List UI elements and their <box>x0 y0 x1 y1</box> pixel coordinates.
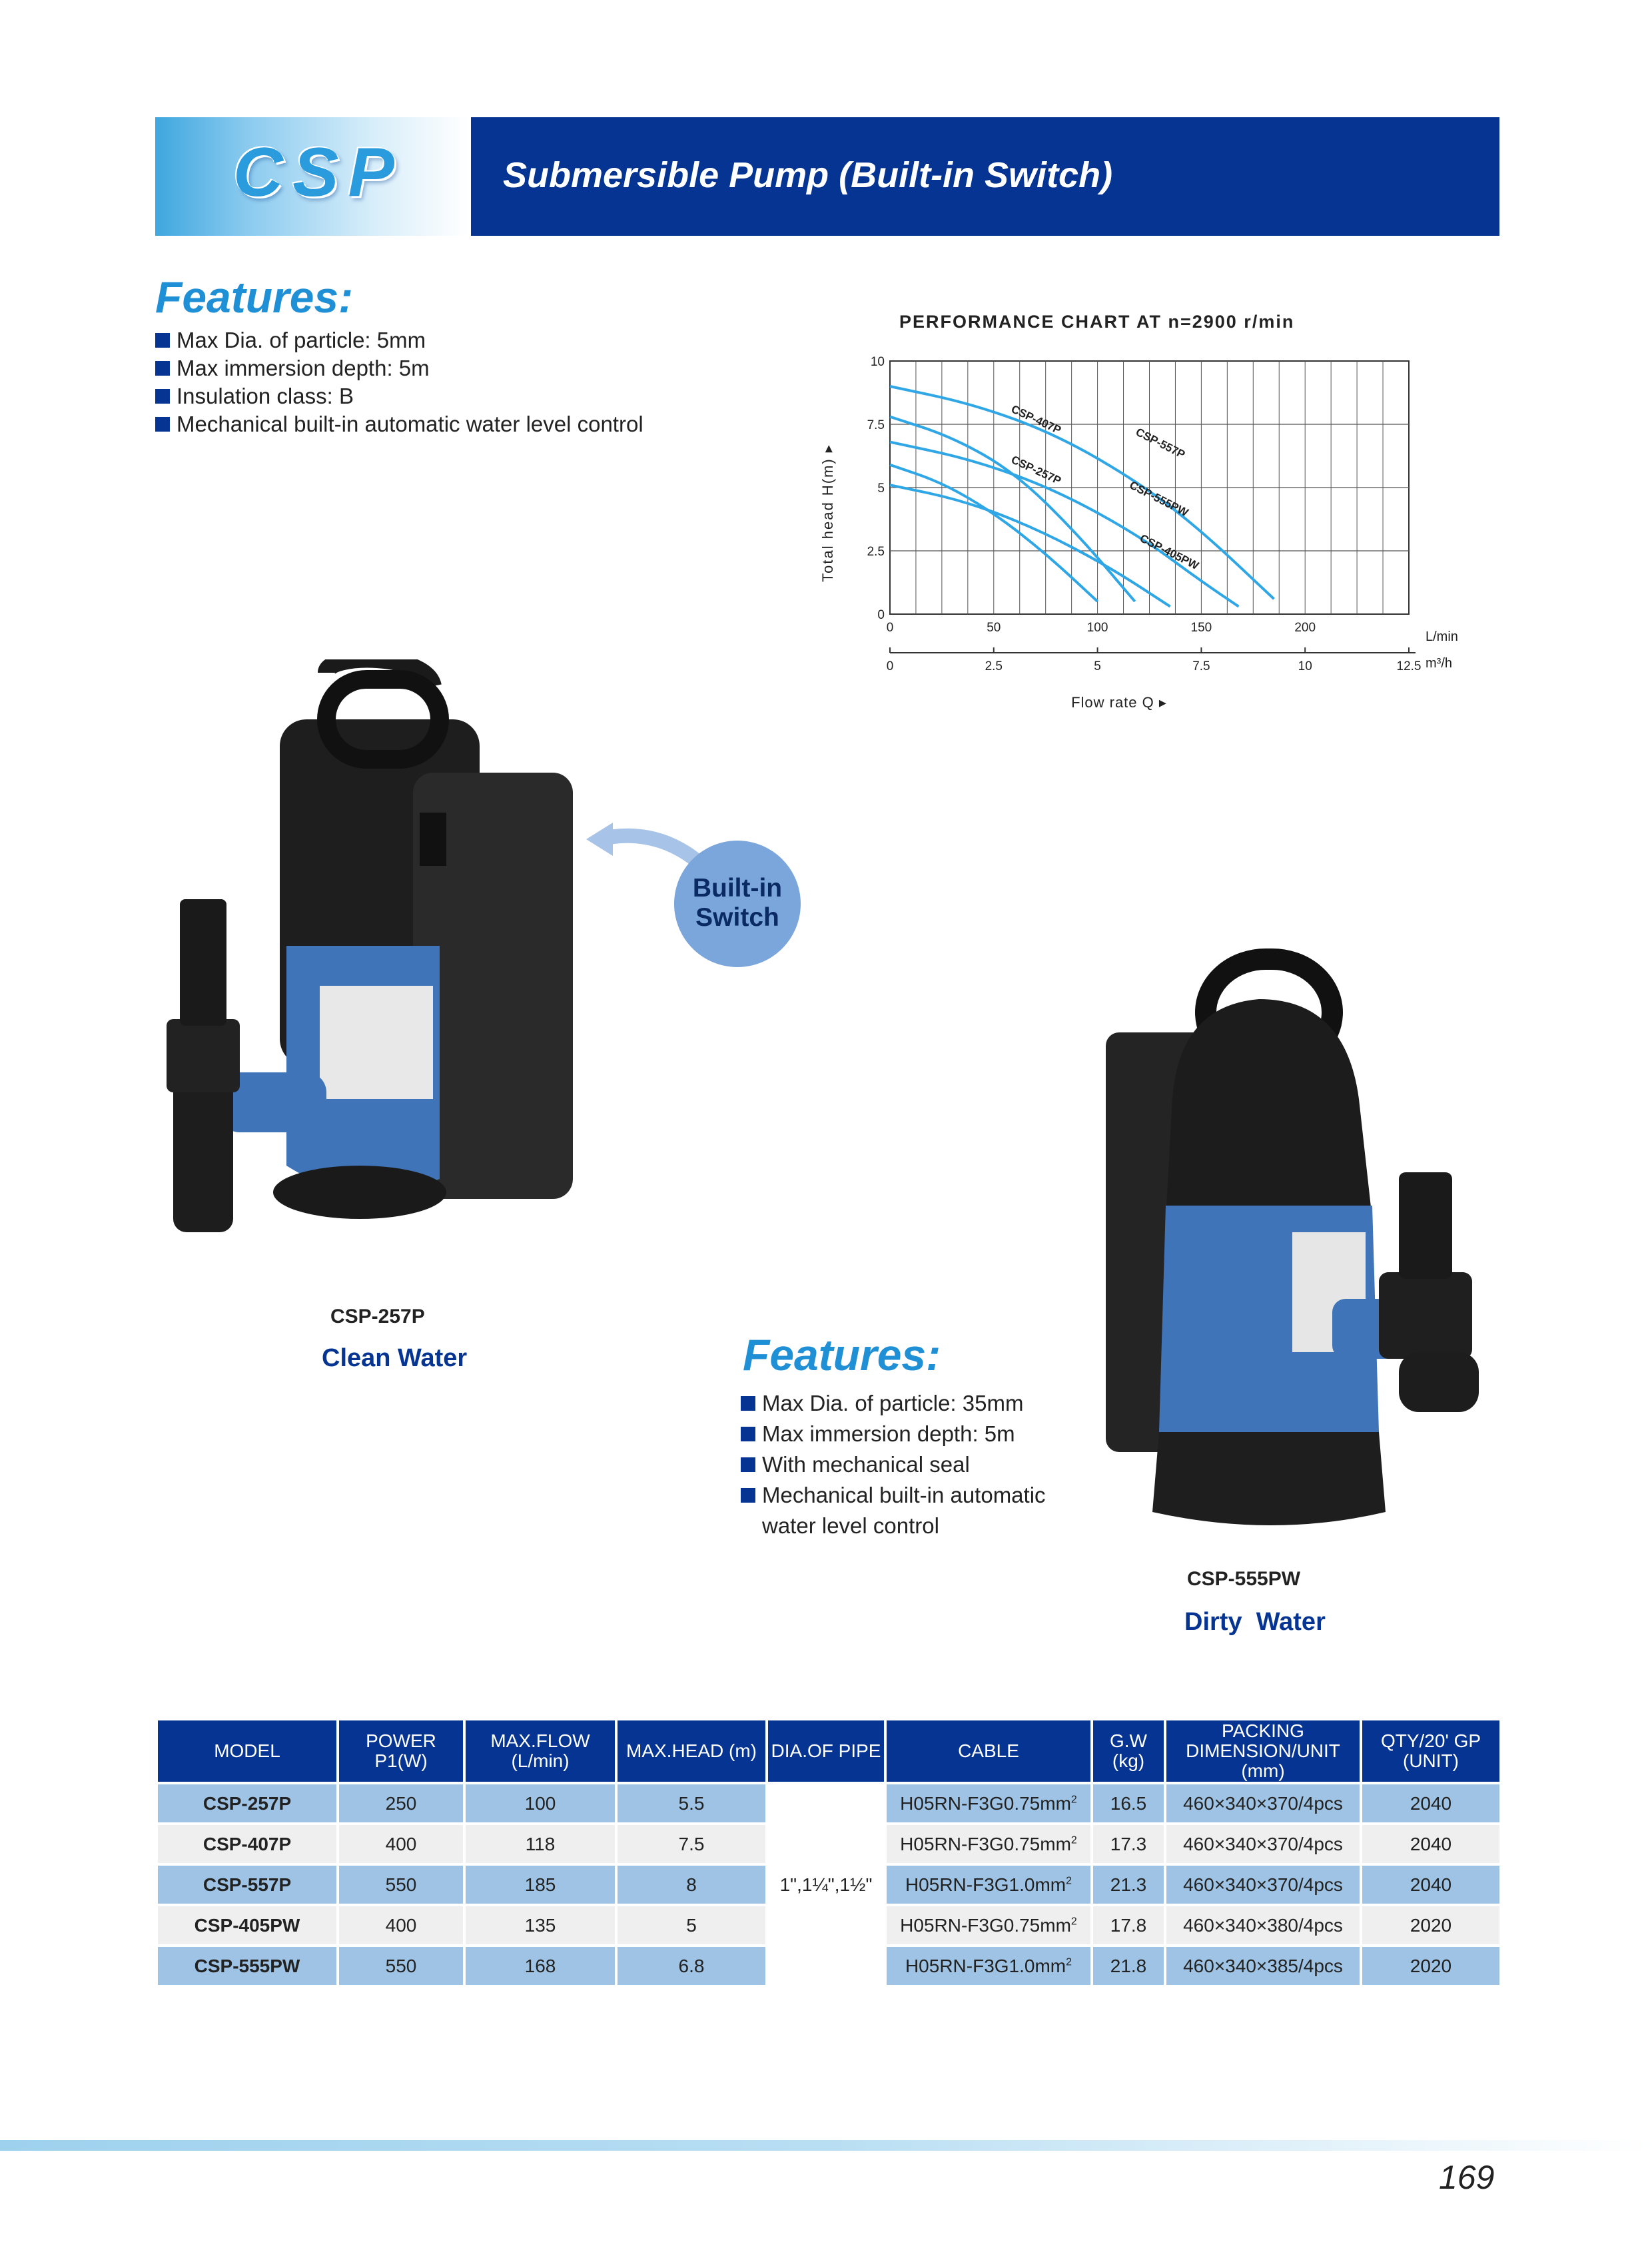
feature-item: Insulation class: B <box>155 382 755 410</box>
cell-packing: 460×340×370/4pcs <box>1165 1783 1361 1824</box>
footer-bar <box>0 2140 1652 2151</box>
cell-cable: $H05RN-F3G1.0mm^2$ <box>885 1946 1092 1986</box>
x-tick-label: 50 <box>987 621 1001 635</box>
feature-item: Max immersion depth: 5m <box>741 1419 1140 1449</box>
cell-model: CSP-557P <box>157 1864 338 1905</box>
feature-item: Max Dia. of particle: 5mm <box>155 326 755 354</box>
cell-pipe: 1",1¼",1½" <box>767 1783 885 1986</box>
cell-packing: 460×340×380/4pcs <box>1165 1905 1361 1946</box>
feature-item: Max immersion depth: 5m <box>155 354 755 382</box>
model-label-1: CSP-257P <box>330 1306 425 1327</box>
x2-tick-label: 2.5 <box>985 659 1003 673</box>
bullet-square-icon <box>155 417 170 432</box>
feature-item-continued: water level control <box>762 1513 939 1538</box>
cell-qty: 2040 <box>1361 1864 1501 1905</box>
cell-gw: 21.3 <box>1092 1864 1165 1905</box>
bullet-square-icon <box>155 389 170 404</box>
y-tick-label: 0 <box>877 608 885 622</box>
column-header: DIA.OF PIPE <box>767 1719 885 1783</box>
cell-head: 6.8 <box>616 1946 767 1986</box>
water-type-label-1: Clean Water <box>322 1344 468 1372</box>
column-header: MAX.FLOW (L/min) <box>464 1719 616 1783</box>
cell-power: 400 <box>338 1905 464 1946</box>
pump-image-csp-555pw <box>1092 926 1519 1539</box>
cell-model: CSP-555PW <box>157 1946 338 1986</box>
chart-curves <box>890 386 1274 607</box>
x2-tick-label: 5 <box>1094 659 1101 673</box>
curve-csp-407p <box>890 417 1135 601</box>
features-list-1 <box>155 326 755 438</box>
chart-y-label: Total head H(m) ▸ <box>819 444 836 582</box>
x2-tick-label: 0 <box>886 659 894 673</box>
cell-power: 550 <box>338 1946 464 1986</box>
x2-tick-label: 7.5 <box>1192 659 1210 673</box>
curve-label-csp-407p: CSP-407P <box>1009 402 1063 437</box>
features-heading-2: Features: <box>743 1330 941 1379</box>
cell-cable: $H05RN-F3G1.0mm^2$ <box>885 1864 1092 1905</box>
table-header-row <box>157 1719 1501 1783</box>
column-header: MAX.HEAD (m) <box>616 1719 767 1783</box>
cell-qty: 2020 <box>1361 1946 1501 1986</box>
table-row <box>157 1783 1501 1824</box>
cell-gw: 16.5 <box>1092 1783 1165 1824</box>
cell-cable: $H05RN-F3G0.75mm^2$ <box>885 1905 1092 1946</box>
cell-model: CSP-257P <box>157 1783 338 1824</box>
cell-power: 400 <box>338 1824 464 1864</box>
bullet-square-icon <box>741 1427 755 1441</box>
chart-x2-unit: m³/h <box>1426 656 1452 671</box>
y-tick-label: 5 <box>877 482 885 496</box>
page-title: Submersible Pump (Built-in Switch) <box>503 155 1113 195</box>
bullet-square-icon <box>741 1396 755 1411</box>
cell-flow: 135 <box>464 1905 616 1946</box>
x2-tick-label: 10 <box>1298 659 1312 673</box>
cell-head: 8 <box>616 1864 767 1905</box>
water-type-label-2: Dirty Water <box>1184 1608 1326 1636</box>
x2-tick-label: 12.5 <box>1396 659 1422 673</box>
column-header: CABLE <box>885 1719 1092 1783</box>
curve-label-csp-555pw: CSP-555PW <box>1127 478 1191 520</box>
cell-flow: 185 <box>464 1864 616 1905</box>
feature-item: Max Dia. of particle: 35mm <box>741 1388 1140 1419</box>
cell-head: 7.5 <box>616 1824 767 1864</box>
column-header: QTY/20' GP (UNIT) <box>1361 1719 1501 1783</box>
performance-chart <box>799 300 1492 726</box>
bullet-square-icon <box>741 1488 755 1503</box>
cell-gw: 17.3 <box>1092 1824 1165 1864</box>
bullet-square-icon <box>155 333 170 348</box>
cell-head: 5 <box>616 1905 767 1946</box>
chart-x-label: Flow rate Q ▸ <box>1071 694 1167 711</box>
cell-cable: $H05RN-F3G0.75mm^2$ <box>885 1783 1092 1824</box>
features-list-2 <box>741 1388 1140 1541</box>
pump-image-csp-257p <box>160 659 626 1246</box>
cell-head: 5.5 <box>616 1783 767 1824</box>
column-header: MODEL <box>157 1719 338 1783</box>
cell-gw: 17.8 <box>1092 1905 1165 1946</box>
cell-gw: 21.8 <box>1092 1946 1165 1986</box>
page-number: 169 <box>1439 2159 1495 2196</box>
column-header: PACKING DIMENSION/UNIT (mm) <box>1165 1719 1361 1783</box>
y-tick-label: 7.5 <box>867 418 885 432</box>
y-tick-label: 2.5 <box>867 545 885 559</box>
cell-model: CSP-405PW <box>157 1905 338 1946</box>
cell-cable: $H05RN-F3G0.75mm^2$ <box>885 1824 1092 1864</box>
feature-item: Mechanical built-in automatic <box>741 1480 1140 1511</box>
cell-flow: 168 <box>464 1946 616 1986</box>
x-tick-label: 0 <box>886 621 894 635</box>
model-label-2: CSP-555PW <box>1187 1568 1301 1590</box>
curve-label-csp-257p: CSP-257P <box>1009 453 1063 488</box>
cell-power: 250 <box>338 1783 464 1824</box>
chart-title: PERFORMANCE CHART AT n=2900 r/min <box>899 312 1295 332</box>
cell-flow: 118 <box>464 1824 616 1864</box>
x-tick-label: 100 <box>1086 621 1108 635</box>
cell-packing: 460×340×385/4pcs <box>1165 1946 1361 1986</box>
cell-qty: 2040 <box>1361 1824 1501 1864</box>
chart-x-unit: L/min <box>1426 629 1458 644</box>
cell-packing: 460×340×370/4pcs <box>1165 1824 1361 1864</box>
curve-csp-557p <box>890 386 1274 599</box>
spec-table <box>155 1718 1502 1988</box>
curve-csp-405pw <box>890 485 1170 606</box>
cell-flow: 100 <box>464 1783 616 1824</box>
column-header: POWER P1(W) <box>338 1719 464 1783</box>
curve-label-csp-405pw: CSP-405PW <box>1138 532 1201 573</box>
cell-model: CSP-407P <box>157 1824 338 1864</box>
cell-packing: 460×340×370/4pcs <box>1165 1864 1361 1905</box>
cell-power: 550 <box>338 1864 464 1905</box>
cell-qty: 2040 <box>1361 1783 1501 1824</box>
feature-item: With mechanical seal <box>741 1449 1140 1480</box>
curve-csp-555pw <box>890 442 1238 607</box>
feature-item: Mechanical built-in automatic water level control <box>155 410 755 438</box>
column-header: G.W (kg) <box>1092 1719 1165 1783</box>
curve-label-csp-557p: CSP-557P <box>1133 425 1188 462</box>
built-in-switch-label: Built-in Switch <box>692 874 783 932</box>
bullet-square-icon <box>741 1457 755 1472</box>
brand-logo: CSP <box>233 134 404 211</box>
x-tick-label: 200 <box>1294 621 1316 635</box>
cell-qty: 2020 <box>1361 1905 1501 1946</box>
y-tick-label: 10 <box>870 355 885 369</box>
chart-ticks <box>867 355 1422 673</box>
bullet-square-icon <box>155 361 170 376</box>
features-heading-1: Features: <box>155 272 354 322</box>
x-tick-label: 150 <box>1190 621 1212 635</box>
